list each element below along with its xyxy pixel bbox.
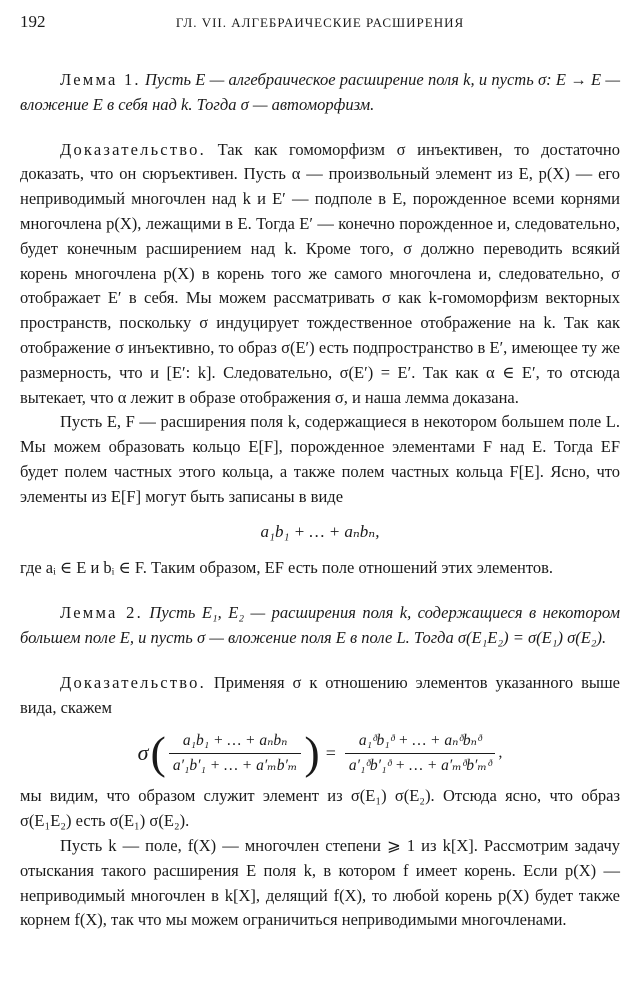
fraction-formula bbox=[20, 727, 620, 779]
proof-2 bbox=[20, 671, 620, 721]
formula-rhs-numerator: a₁ᶞb₁ᶞ + … + aₙᶞbₙᶞ bbox=[358, 731, 482, 749]
proof-1-label: Доказательство. bbox=[60, 139, 206, 159]
formula-rhs-denominator: a′₁ᶞb′₁ᶞ + … + a′ₘᶞb′ₘᶞ bbox=[345, 753, 496, 776]
paragraph-polynomial-root: Пусть k — поле, f(X) — многочлен степени ⩾ 1 из k[X]. Рассмотрим задачу отыскания такого расширения E поля k, в котором f имеет корень. Если p(X) — неприводимый многочлен в k[X], делящий f(X), то любой корень p(X) будет также корнем f(X), так что мы можем ограничиться неприводимыми многочленами. bbox=[20, 835, 620, 930]
running-head: ГЛ. VII. АЛГЕБРАИЧЕСКИЕ РАСШИРЕНИЯ bbox=[175, 15, 465, 30]
formula-sigma: σ bbox=[137, 739, 149, 765]
proof-1-text: Так как гомоморфизм σ инъективен, то достаточно доказать, что он сюръективен. Пусть α — произвольный элемент из E, p(X) — его неприводимый многочлен над k и E′ — подполе в E, порожденное всеми корнями многочлена p(X), лежащими в E. Тогда E′ — конечно порожденное и, следовательно, будет конечным расширением над k. Кроме того, σ должно переводить всякий корень многочлена p(X) в корень того же самого многочлена и, следовательно, σ отображает E′ в себя. Мы можем рассматривать σ как k-гомоморфизм векторных пространств, поскольку σ индуцирует тождественное отображение на k. Так как отображение σ инъективно, то образ σ(E′) есть подпространство в E′, имеющее ту же размерность, что и [E′: k]. Следовательно, σ(E′) = E′. Так как α ∈ E′, то отсюда вытекает, что α лежит в образе отображения σ, и наша лемма доказана. bbox=[20, 139, 620, 407]
proof-1 bbox=[20, 138, 620, 411]
paragraph-extensions: Пусть E, F — расширения поля k, содержащиеся в некотором большем поле L. Мы можем образовать кольцо E[F], порожденное элементами F над E. Тогда EF будет полем частных этого кольца, а также полем частных кольца F[E]. Ясно, что элементы из E[F] могут быть записаны в виде bbox=[20, 412, 620, 506]
proof-2-text: Применяя σ к отношению элементов указанного выше вида, скажем bbox=[20, 672, 621, 717]
formula-lhs-denominator: a′₁b′₁ + … + a′ₘb′ₘ bbox=[169, 753, 302, 776]
display-sum bbox=[20, 520, 620, 545]
page-number: 192 bbox=[20, 12, 46, 31]
lemma-2 bbox=[20, 601, 620, 651]
formula-right-paren: ) bbox=[304, 727, 320, 779]
formula-lhs-fraction bbox=[169, 731, 302, 776]
lemma-2-label: Лемма 2. bbox=[60, 603, 143, 623]
page bbox=[20, 8, 620, 933]
formula-equals: = bbox=[325, 742, 336, 763]
formula-left-paren: ( bbox=[150, 727, 166, 779]
page-header bbox=[20, 8, 620, 36]
formula-trailing-comma: , bbox=[498, 743, 503, 761]
lemma-2-statement: Пусть E₁, E₂ — расширения поля k, содержащиеся в некотором большем поле E, и пусть σ — вложение поля E в поле L. Тогда σ(E₁E₂) = σ(E₁) σ(E₂). bbox=[20, 603, 620, 647]
paragraph-image: мы видим, что образом служит элемент из σ(E₁) σ(E₂). Отсюда ясно, что образ σ(E₁E₂) есть σ(E₁) σ(E₂). bbox=[20, 786, 620, 831]
lemma-1 bbox=[20, 68, 620, 118]
formula-lhs-numerator: a₁b₁ + … + aₙbₙ bbox=[182, 731, 288, 749]
display-sum-formula: a₁b₁ + … + aₙbₙ, bbox=[260, 521, 380, 541]
proof-2-label: Доказательство. bbox=[60, 672, 206, 692]
paragraph-field-of-quotients: где aᵢ ∈ E и bᵢ ∈ F. Таким образом, EF есть поле отношений этих элементов. bbox=[20, 558, 554, 578]
lemma-1-label: Лемма 1. bbox=[60, 70, 141, 89]
lemma-1-statement: Пусть E — алгебраическое расширение поля k, и пусть σ: E → E — вложение E в себя над k. Тогда σ — автоморфизм. bbox=[20, 70, 620, 114]
formula-rhs-fraction bbox=[345, 731, 496, 776]
